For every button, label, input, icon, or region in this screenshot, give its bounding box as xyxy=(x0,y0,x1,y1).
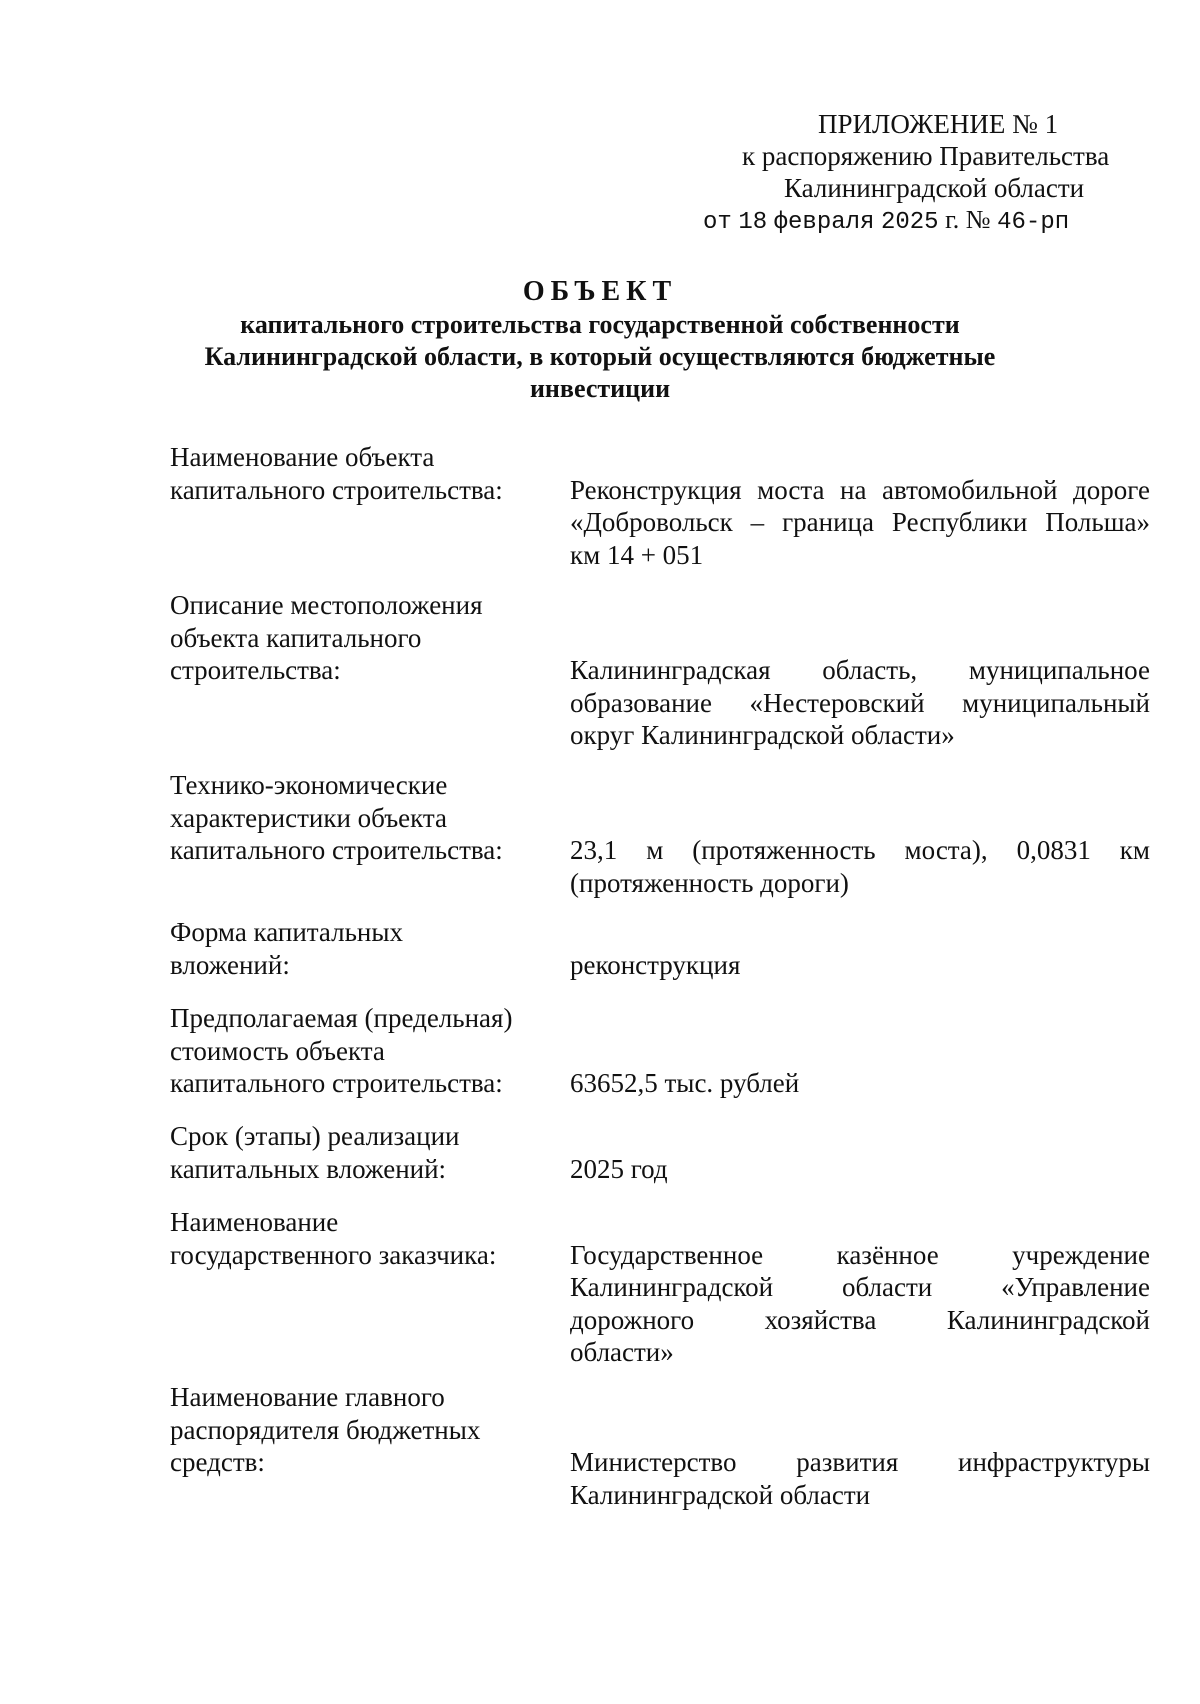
field-object-name xyxy=(170,441,1150,571)
appendix-title: ПРИЛОЖЕНИЕ № 1 xyxy=(818,109,1059,139)
field-value: Реконструкция моста на автомобильной дороге «Добровольск – граница Республики Польша» км 14 + 051 xyxy=(570,474,1150,570)
field-label: Технико-экономические характеристики объекта капитального строительства: xyxy=(170,770,503,865)
appendix-header xyxy=(640,108,1140,239)
field-investment-form xyxy=(170,916,1150,981)
field-value: Калининградская область, муниципальное образование «Нестеровский муниципальный округ Калининградской области» xyxy=(570,655,1150,750)
date-year: 2025 xyxy=(880,209,939,236)
field-label: Наименование государственного заказчика: xyxy=(170,1207,497,1270)
title-subtitle-line-2: Калининградской области, в который осуществляются бюджетные xyxy=(204,342,996,371)
field-value: 63652,5 тыс. рублей xyxy=(570,1068,800,1098)
field-estimated-cost xyxy=(170,1002,1150,1100)
appendix-line-region: Калининградской области xyxy=(784,173,1085,203)
date-day: 18 xyxy=(738,209,768,236)
field-value: Государственное казённое учреждение Калининградской области «Управление дорожного хозяйства Калининградской области» xyxy=(570,1239,1150,1367)
date-prefix: от xyxy=(703,209,732,236)
field-implementation-period xyxy=(170,1120,1150,1185)
date-month: февраля xyxy=(773,209,875,236)
field-value: Министерство развития инфраструктуры Калининградской области xyxy=(570,1447,1150,1510)
field-state-customer xyxy=(170,1206,1150,1369)
appendix-date-line xyxy=(640,204,1140,239)
field-value: 2025 год xyxy=(570,1153,668,1184)
field-label: Описание местоположения объекта капитального строительства: xyxy=(170,590,483,685)
field-label: Форма капитальных вложений: xyxy=(170,917,404,980)
field-value: реконструкция xyxy=(570,949,741,980)
field-technical-characteristics xyxy=(170,769,1150,899)
field-value: 23,1 м (протяженность моста), 0,0831 км (протяженность дороги) xyxy=(570,835,1150,898)
document-number: 46-рп xyxy=(997,209,1070,236)
title-subtitle-line-1: капитального строительства государственной собственности xyxy=(240,310,960,339)
title-main: ОБЪЕКТ xyxy=(522,276,678,307)
field-label: Предполагаемая (предельная) стоимость объекта капитального строительства: xyxy=(170,1003,513,1098)
title-subtitle-line-3: инвестиции xyxy=(529,374,671,403)
field-label: Наименование объекта капитального строительства: xyxy=(170,442,503,505)
document-title xyxy=(150,275,1050,405)
date-year-suffix: г. № xyxy=(945,205,991,234)
field-object-location xyxy=(170,589,1150,752)
appendix-line-order: к распоряжению Правительства xyxy=(742,141,1110,171)
field-label: Наименование главного распорядителя бюджетных средств: xyxy=(170,1382,481,1477)
field-label: Срок (этапы) реализации капитальных вложений: xyxy=(170,1121,460,1184)
field-budget-manager xyxy=(170,1381,1150,1511)
